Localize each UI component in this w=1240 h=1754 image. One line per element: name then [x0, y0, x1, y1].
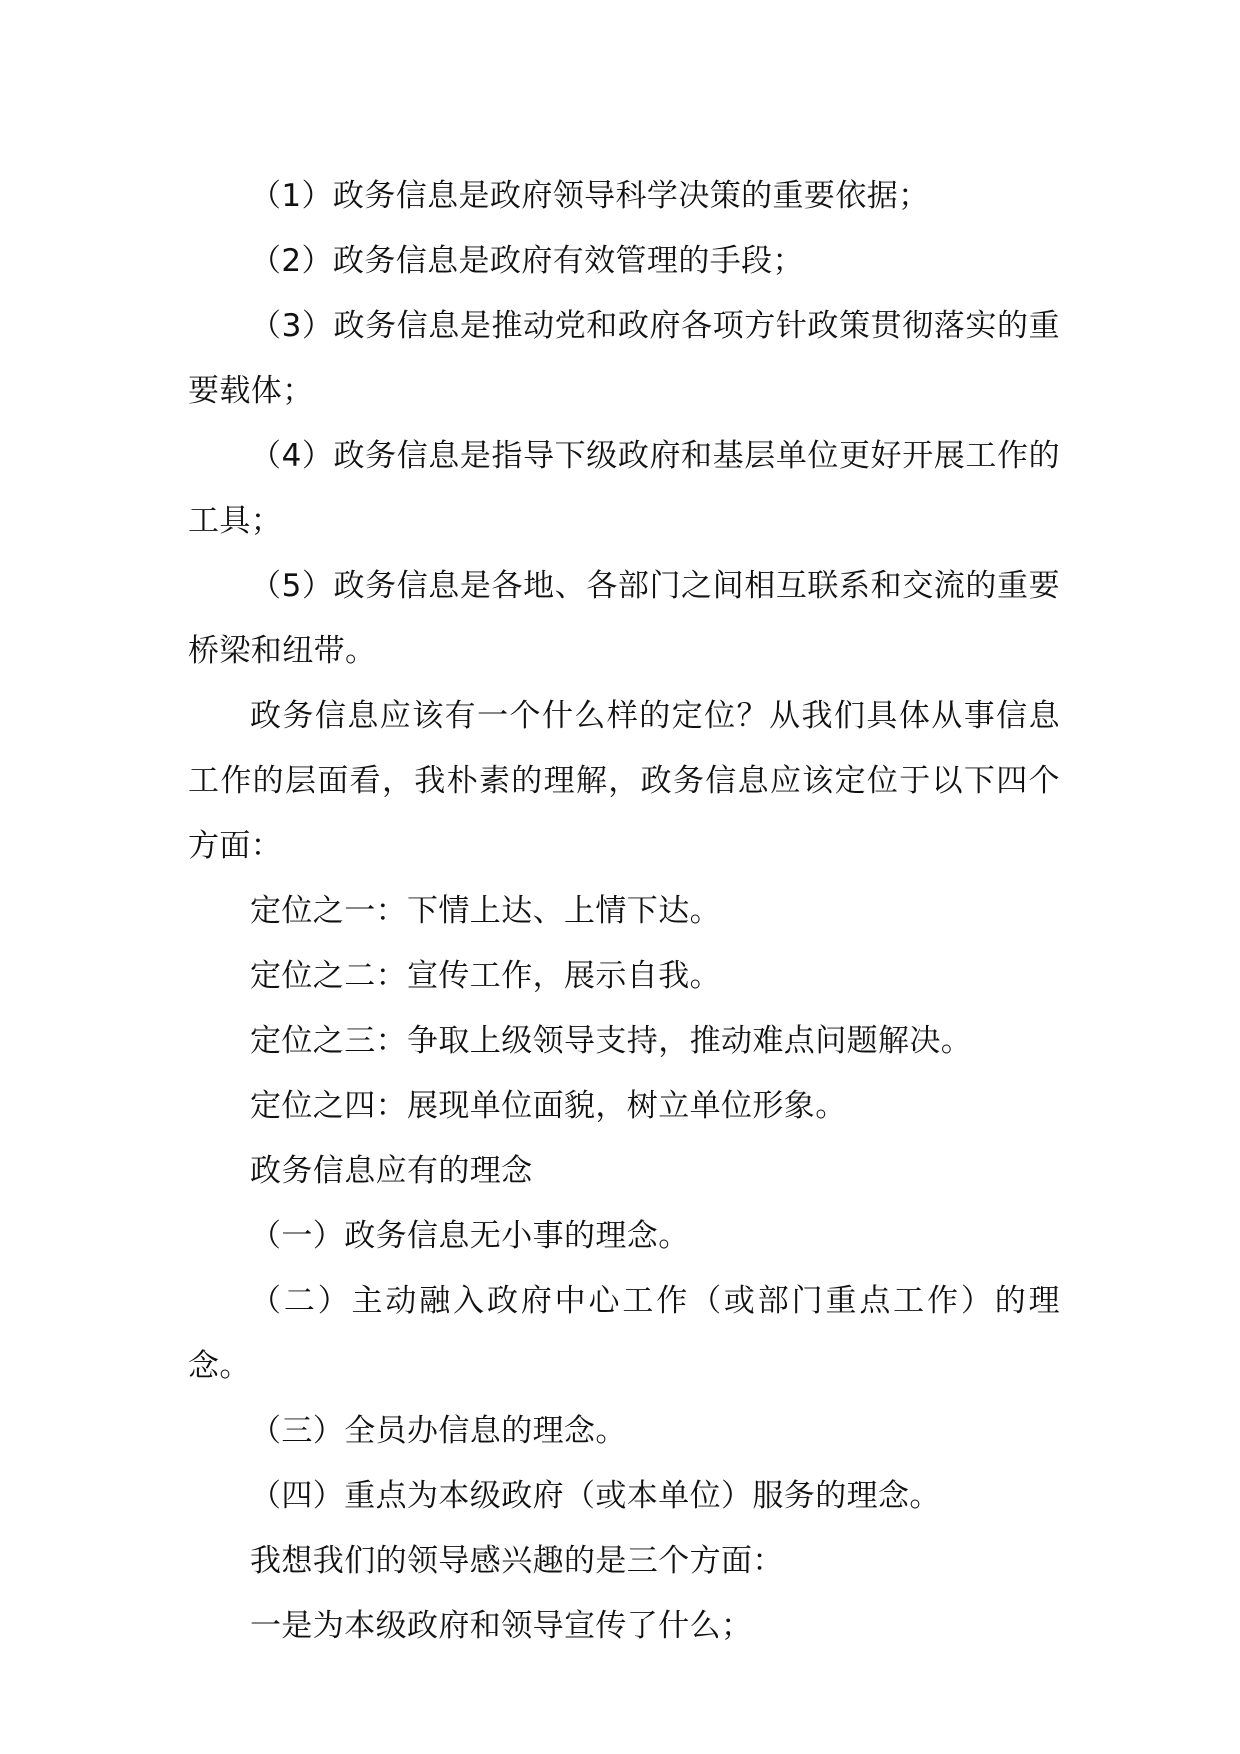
paragraph-positioning-4: 定位之四：展现单位面貌，树立单位形象。	[250, 1088, 847, 1124]
paragraph-role-4: （4）政务信息是指导下级政府和基层单位更好开展工作的工具；	[188, 438, 1060, 539]
paragraph-role-1: （1）政务信息是政府领导科学决策的重要依据；	[250, 178, 930, 214]
paragraph-positioning-1: 定位之一：下情上达、上情下达。	[250, 893, 721, 929]
paragraph-positioning-intro: 政务信息应该有一个什么样的定位？从我们具体从事信息工作的层面看，我朴素的理解，政务信息应该定位于以下四个方面：	[188, 698, 1060, 864]
paragraph-positioning-3: 定位之三：争取上级领导支持，推动难点问题解决。	[250, 1023, 973, 1059]
paragraph-leader-interest-intro: 我想我们的领导感兴趣的是三个方面：	[250, 1543, 784, 1579]
paragraph-role-5: （5）政务信息是各地、各部门之间相互联系和交流的重要桥梁和纽带。	[188, 568, 1060, 669]
paragraph-concept-1: （一）政务信息无小事的理念。	[250, 1218, 690, 1254]
document-body	[188, 164, 1060, 1659]
paragraph-concept-3: （三）全员办信息的理念。	[250, 1413, 627, 1449]
paragraph-leader-interest-1: 一是为本级政府和领导宣传了什么；	[250, 1608, 753, 1644]
paragraph-concept-4: （四）重点为本级政府（或本单位）服务的理念。	[250, 1478, 941, 1514]
paragraph-role-3: （3）政务信息是推动党和政府各项方针政策贯彻落实的重要载体；	[188, 308, 1060, 409]
paragraph-concept-2: （二）主动融入政府中心工作（或部门重点工作）的理念。	[188, 1283, 1060, 1384]
section-heading-concepts: 政务信息应有的理念	[250, 1153, 533, 1189]
paragraph-role-2: （2）政务信息是政府有效管理的手段；	[250, 243, 804, 279]
paragraph-positioning-2: 定位之二：宣传工作，展示自我。	[250, 958, 721, 994]
